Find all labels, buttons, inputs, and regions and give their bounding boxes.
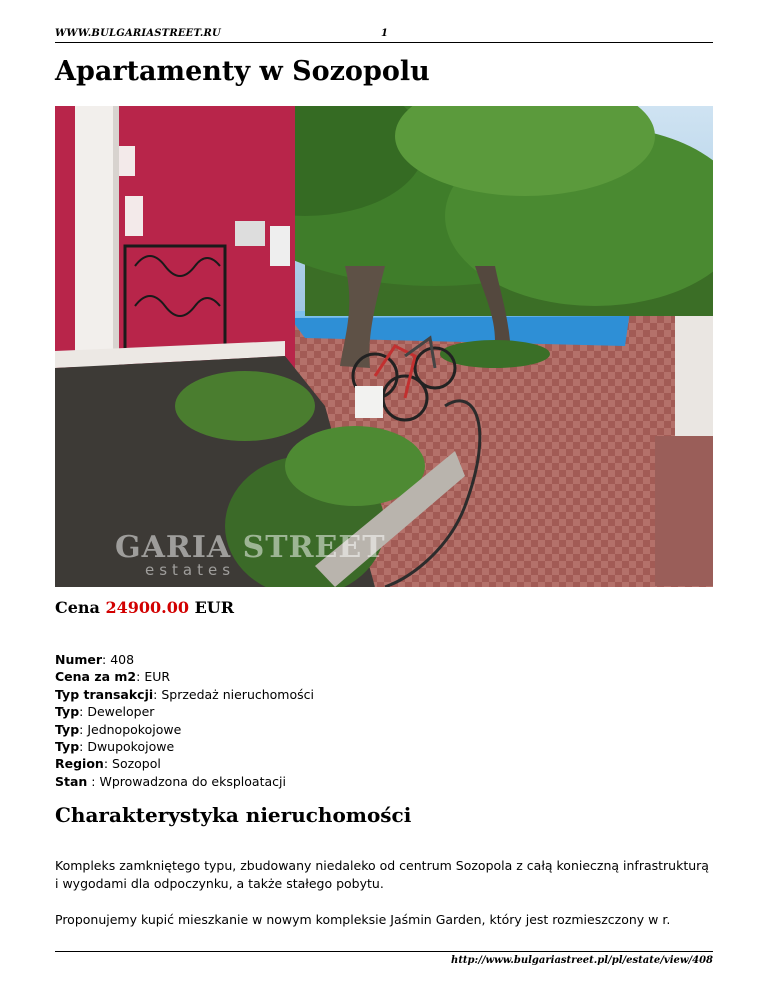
detail-row: Typ: Jednopokojowe	[55, 721, 182, 737]
footer-url: http://www.bulgariastreet.pl/pl/estate/view/408	[451, 955, 713, 966]
header-site-name: WWW.BULGARIASTREET.RU	[55, 28, 221, 39]
price-currency: EUR	[194, 598, 235, 617]
price-line	[55, 598, 234, 617]
watermark-line1: GARIA STREET	[115, 530, 386, 565]
property-photo	[55, 106, 713, 587]
description-paragraph-2: Proponujemy kupić mieszkanie w nowym kompleksie Jaśmin Garden, który jest rozmieszczony w r.	[55, 912, 671, 927]
detail-row: Typ: Dwupokojowe	[55, 739, 175, 755]
watermark	[115, 530, 386, 579]
detail-row: Region: Sozopol	[55, 756, 161, 772]
header-page-number: 1	[381, 28, 388, 39]
price-value: 24900.00	[105, 598, 189, 617]
detail-row: Numer: 408	[55, 652, 135, 667]
watermark-line2: estates	[145, 561, 236, 579]
detail-row: Typ transakcji: Sprzedaż nieruchomości	[55, 686, 314, 702]
detail-row: Stan : Wprowadzona do eksploatacji	[55, 773, 286, 789]
page-footer	[55, 951, 713, 966]
page-title: Apartamenty w Sozopolu	[55, 56, 430, 87]
property-details	[55, 651, 314, 790]
description-paragraph-1: Kompleks zamkniętego typu, zbudowany niedaleko od centrum Sozopola z całą konieczną infrastrukturą i wygodami dla odpoczynku, a także stałego pobytu.	[55, 858, 709, 891]
document-page	[55, 0, 713, 994]
section-title: Charakterystyka nieruchomości	[55, 803, 412, 827]
price-label: Cena	[55, 598, 100, 617]
detail-row: Typ: Deweloper	[55, 704, 155, 720]
detail-row: Cena za m2: EUR	[55, 669, 171, 685]
page-header	[55, 28, 713, 43]
